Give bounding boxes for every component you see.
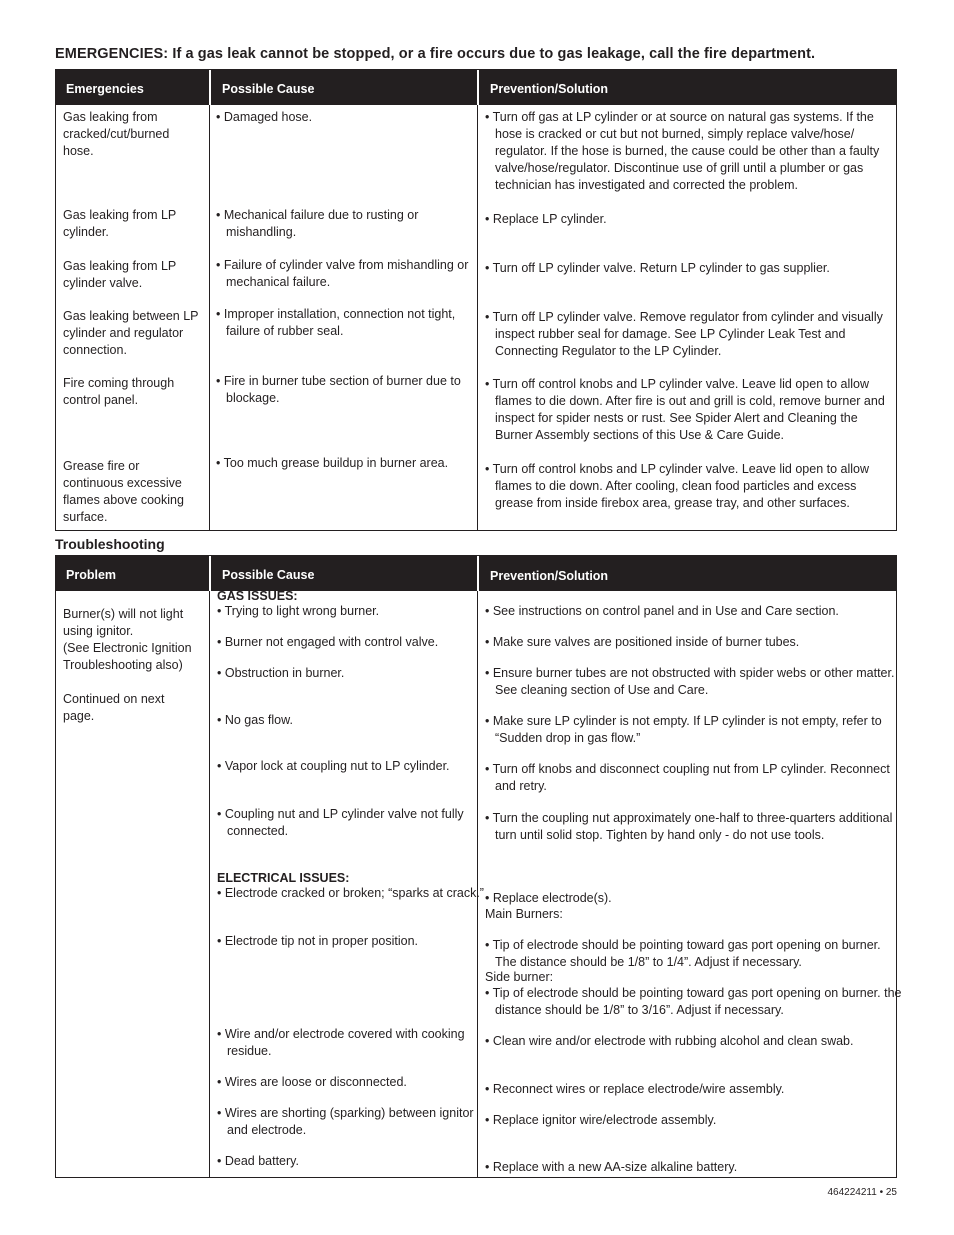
- solution-cell: • Turn off control knobs and LP cylinder valve. Leave lid open to allow flames to die down. After cooling, clean food particles and excess grease from inside firebox area, grease tray, and other surfaces.: [485, 462, 870, 510]
- solution-cell: • Turn off control knobs and LP cylinder valve. Leave lid open to allow flames to die down. After fire is out and grill is cold, remove burner and inspect for spider nests or rust. See Spider Alert and Cleaning the Burner Assembly sections of this Use & Care Guide.: [485, 377, 885, 442]
- emergencies-table: [55, 69, 897, 531]
- solution-cell: • Clean wire and/or electrode with rubbing alcohol and clean swab.: [485, 1034, 854, 1048]
- cause-cell: • Electrode cracked or broken; “sparks at crack.”: [217, 886, 484, 900]
- problem-cell: Fire coming through control panel.: [63, 376, 175, 407]
- table-header: [56, 70, 896, 105]
- problem-cell: Grease fire or continuous excessive flames above cooking surface.: [63, 459, 184, 524]
- cause-cell: • Fire in burner tube section of burner due to blockage.: [216, 374, 461, 405]
- cause-cell: • Burner not engaged with control valve.: [217, 635, 439, 649]
- solution-cell: • Reconnect wires or replace electrode/wire assembly.: [485, 1082, 785, 1096]
- solution-cell: • Turn the coupling nut approximately one-half to three-quarters additional turn until solid stop. Tighten by hand only - do not use tools.: [485, 811, 893, 842]
- cause-cell: • Failure of cylinder valve from mishandling or mechanical failure.: [216, 258, 469, 289]
- solution-label: Side burner:: [485, 970, 554, 984]
- section-title: Troubleshooting: [55, 536, 165, 552]
- solution-cell: • Tip of electrode should be pointing toward gas port opening on burner. The distance should be 1/8” to 1/4”. Adjust if necessary.: [485, 938, 881, 969]
- cause-cell: • Coupling nut and LP cylinder valve not fully connected.: [217, 807, 464, 838]
- problem-cell: Continued on next page.: [63, 692, 165, 723]
- page-heading: EMERGENCIES: If a gas leak cannot be stopped, or a fire occurs due to gas leakage, call the fire department.: [55, 46, 816, 62]
- cause-cell: • Wire and/or electrode covered with cooking residue.: [217, 1027, 465, 1058]
- column-header: Prevention/Solution: [490, 82, 609, 96]
- column-header: Possible Cause: [222, 82, 315, 96]
- cause-cell: • Trying to light wrong burner.: [217, 604, 380, 618]
- problem-cell: (See Electronic Ignition Troubleshooting also): [63, 641, 192, 672]
- problem-cell: Burner(s) will not light using ignitor.: [63, 607, 184, 638]
- column-header: Emergencies: [66, 82, 144, 96]
- troubleshooting-table: [55, 555, 902, 1178]
- gas-issues-heading: GAS ISSUES:: [217, 589, 298, 603]
- solution-cell: • Replace with a new AA-size alkaline battery.: [485, 1160, 738, 1174]
- solution-cell: • Replace electrode(s).: [485, 891, 612, 905]
- electrical-issues-heading: ELECTRICAL ISSUES:: [217, 871, 350, 885]
- solution-cell: • Replace ignitor wire/electrode assembly.: [485, 1113, 717, 1127]
- solution-cell: • Make sure LP cylinder is not empty. If LP cylinder is not empty, refer to “Sudden drop in gas flow.”: [485, 714, 882, 745]
- problem-cell: Gas leaking between LP cylinder and regulator connection.: [63, 309, 199, 357]
- cause-cell: • Vapor lock at coupling nut to LP cylinder.: [217, 759, 450, 773]
- cause-cell: • Wires are shorting (sparking) between ignitor and electrode.: [217, 1106, 474, 1137]
- solution-label: Main Burners:: [485, 907, 563, 921]
- solution-cell: • Turn off gas at LP cylinder or at source on natural gas systems. If the hose is cracked or cut but not burned, simply replace valve/hose/ regulator. If the hose is burned, the cause could be other than a faulty valve/hose/regulator. Discontinue use of grill until a plumber or gas technician has investigated and corrected the problem.: [485, 110, 880, 192]
- column-header: Possible Cause: [222, 568, 315, 582]
- cause-cell: • Too much grease buildup in burner area.: [216, 456, 449, 470]
- page-footer: 464224211 • 25: [827, 1187, 897, 1198]
- solution-cell: • Turn off LP cylinder valve. Remove regulator from cylinder and visually inspect rubber seal for damage. See LP Cylinder Leak Test and Connecting Regulator to the LP Cylinder.: [485, 310, 883, 358]
- table-header: [56, 556, 896, 591]
- solution-cell: • Turn off knobs and disconnect coupling nut from LP cylinder. Reconnect and retry.: [485, 762, 890, 793]
- problem-cell: Gas leaking from LP cylinder valve.: [63, 259, 177, 290]
- solution-cell: • See instructions on control panel and in Use and Care section.: [485, 604, 839, 618]
- cause-cell: • Obstruction in burner.: [217, 666, 345, 680]
- cause-cell: • No gas flow.: [217, 713, 293, 727]
- solution-cell: • Turn off LP cylinder valve. Return LP cylinder to gas supplier.: [485, 261, 830, 275]
- problem-cell: Gas leaking from cracked/cut/burned hose.: [63, 110, 170, 158]
- solution-cell: • Replace LP cylinder.: [485, 212, 607, 226]
- cause-cell: • Damaged hose.: [216, 110, 313, 124]
- cause-cell: • Wires are loose or disconnected.: [217, 1075, 407, 1089]
- solution-cell: • Make sure valves are positioned inside of burner tubes.: [485, 635, 800, 649]
- column-header: Problem: [66, 568, 117, 582]
- solution-cell: • Ensure burner tubes are not obstructed with spider webs or other matter. See cleaning section of Use and Care.: [485, 666, 895, 697]
- cause-cell: • Electrode tip not in proper position.: [217, 934, 419, 948]
- column-header: Prevention/Solution: [490, 569, 609, 583]
- cause-cell: • Mechanical failure due to rusting or mishandling.: [216, 208, 419, 239]
- problem-cell: Gas leaking from LP cylinder.: [63, 208, 177, 239]
- cause-cell: • Dead battery.: [217, 1154, 299, 1168]
- cause-cell: • Improper installation, connection not tight, failure of rubber seal.: [216, 307, 456, 338]
- solution-cell: • Tip of electrode should be pointing toward gas port opening on burner. the distance should be 1/8” to 3/16”. Adjust if necessary.: [485, 986, 902, 1017]
